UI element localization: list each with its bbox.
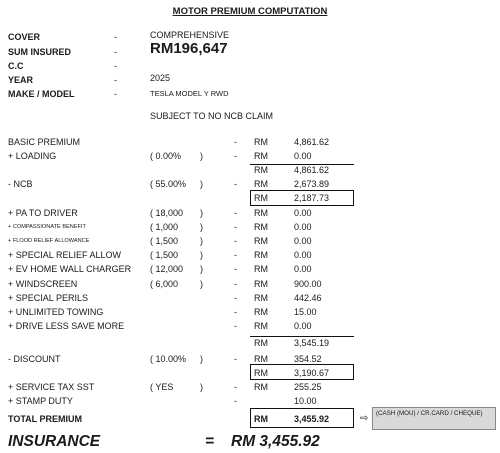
row-currency: RM: [254, 321, 268, 331]
row-label: + COMPASSIONATE BENEFIT: [8, 224, 86, 230]
row-pct: ( 1,500: [150, 250, 179, 260]
row-label: + SPECIAL RELIEF ALLOW: [8, 250, 121, 260]
row-amount: 2,673.89: [294, 179, 330, 189]
row-currency: RM: [254, 179, 268, 189]
row-label: - NCB: [8, 179, 33, 189]
row-currency: RM: [254, 165, 268, 175]
row-label: BASIC PREMIUM: [8, 137, 81, 147]
sum-insured-label: SUM INSURED: [8, 47, 72, 57]
row-currency: RM: [254, 414, 268, 424]
row-pct: ( 12,000: [150, 264, 184, 274]
row-dash: -: [234, 208, 237, 218]
row-currency: RM: [254, 137, 268, 147]
row-close: ): [200, 236, 203, 246]
row-label: + STAMP DUTY: [8, 396, 73, 406]
row-dash: -: [234, 307, 237, 317]
row-amount: 2,187.73: [294, 193, 330, 203]
row-amount: 0.00: [294, 222, 312, 232]
row-dash: -: [234, 293, 237, 303]
row-dash: -: [234, 321, 237, 331]
row-amount: 255.25: [294, 382, 322, 392]
page-title: MOTOR PREMIUM COMPUTATION: [172, 6, 328, 17]
row-pct: ( 55.00%: [150, 179, 187, 189]
insurance-total: RM 3,455.92: [231, 433, 320, 450]
year-dash: -: [114, 75, 117, 85]
row-label: + UNLIMITED TOWING: [8, 307, 104, 317]
row-dash: -: [234, 250, 237, 260]
subtotal-rule: [250, 336, 354, 337]
total-box: [250, 408, 354, 428]
sum-insured-value: RM196,647: [150, 40, 228, 57]
year-value: 2025: [150, 73, 171, 83]
subtotal-rule: [250, 164, 354, 165]
row-dash: -: [234, 179, 237, 189]
row-label: + LOADING: [8, 151, 57, 161]
row-currency: RM: [254, 279, 268, 289]
row-amount: 3,545.19: [294, 338, 330, 348]
row-close: ): [200, 264, 203, 274]
row-pct: ( 10.00%: [150, 354, 187, 364]
subtotal-box: [250, 364, 354, 380]
row-currency: RM: [254, 293, 268, 303]
row-close: ): [200, 179, 203, 189]
row-dash: -: [234, 382, 237, 392]
row-pct: ( 1,000: [150, 222, 179, 232]
row-amount: 0.00: [294, 208, 312, 218]
row-close: ): [200, 279, 203, 289]
row-dash: -: [234, 354, 237, 364]
row-currency: RM: [254, 354, 268, 364]
row-amount: 4,861.62: [294, 165, 330, 175]
row-amount: 3,190.67: [294, 368, 330, 378]
cc-dash: -: [114, 61, 117, 71]
row-amount: 3,455.92: [294, 414, 330, 424]
sum-insured-dash: -: [114, 47, 117, 57]
row-amount: 442.46: [294, 293, 322, 303]
cover-dash: -: [114, 32, 117, 42]
row-currency: RM: [254, 236, 268, 246]
row-dash: -: [234, 222, 237, 232]
row-pct: ( 1,500: [150, 236, 179, 246]
row-currency: RM: [254, 368, 268, 378]
row-amount: 0.00: [294, 236, 312, 246]
row-label: + WINDSCREEN: [8, 279, 78, 289]
arrow-right-icon: ⇨: [360, 413, 369, 424]
row-amount: 354.52: [294, 354, 322, 364]
cover-value: COMPREHENSIVE: [150, 30, 230, 40]
row-currency: RM: [254, 307, 268, 317]
row-pct: ( 0.00%: [150, 151, 182, 161]
row-pct: ( YES: [150, 382, 174, 392]
payment-note: (CASH (MOU) / CR.CARD / CHEQUE): [372, 407, 496, 430]
cc-label: C.C: [8, 61, 24, 71]
row-currency: RM: [254, 151, 268, 161]
row-dash: -: [234, 396, 237, 406]
row-currency: RM: [254, 338, 268, 348]
subtotal-box: [250, 190, 354, 206]
row-amount: 900.00: [294, 279, 322, 289]
make-model-value: TESLA MODEL Y RWD: [150, 89, 229, 98]
row-dash: -: [234, 264, 237, 274]
row-label: + PA TO DRIVER: [8, 208, 78, 218]
row-label: + SPECIAL PERILS: [8, 293, 88, 303]
row-currency: RM: [254, 264, 268, 274]
make-model-dash: -: [114, 89, 117, 99]
row-amount: 0.00: [294, 250, 312, 260]
row-label: + SERVICE TAX SST: [8, 382, 95, 392]
row-dash: -: [234, 236, 237, 246]
row-amount: 10.00: [294, 396, 317, 406]
row-label: + DRIVE LESS SAVE MORE: [8, 321, 125, 331]
row-amount: 0.00: [294, 264, 312, 274]
row-currency: RM: [254, 208, 268, 218]
row-label: + EV HOME WALL CHARGER: [8, 264, 132, 274]
row-close: ): [200, 354, 203, 364]
row-label: TOTAL PREMIUM: [8, 414, 82, 424]
row-close: ): [200, 208, 203, 218]
row-dash: -: [234, 137, 237, 147]
row-amount: 15.00: [294, 307, 317, 317]
row-close: ): [200, 222, 203, 232]
cover-label: COVER: [8, 32, 41, 42]
ncb-note: SUBJECT TO NO NCB CLAIM: [150, 111, 274, 121]
row-label: + FLOOD RELIEF ALLOWANCE: [8, 238, 90, 244]
make-model-label: MAKE / MODEL: [8, 89, 75, 99]
row-amount: 4,861.62: [294, 137, 330, 147]
row-pct: ( 6,000: [150, 279, 179, 289]
row-currency: RM: [254, 250, 268, 260]
insurance-equals: =: [205, 433, 215, 450]
row-label: - DISCOUNT: [8, 354, 61, 364]
row-close: ): [200, 151, 203, 161]
row-pct: ( 18,000: [150, 208, 184, 218]
row-dash: -: [234, 279, 237, 289]
year-label: YEAR: [8, 75, 34, 85]
insurance-label: INSURANCE: [8, 433, 101, 450]
row-dash: -: [234, 151, 237, 161]
row-amount: 0.00: [294, 151, 312, 161]
row-close: ): [200, 250, 203, 260]
row-currency: RM: [254, 382, 268, 392]
row-close: ): [200, 382, 203, 392]
row-currency: RM: [254, 222, 268, 232]
row-amount: 0.00: [294, 321, 312, 331]
row-currency: RM: [254, 193, 268, 203]
